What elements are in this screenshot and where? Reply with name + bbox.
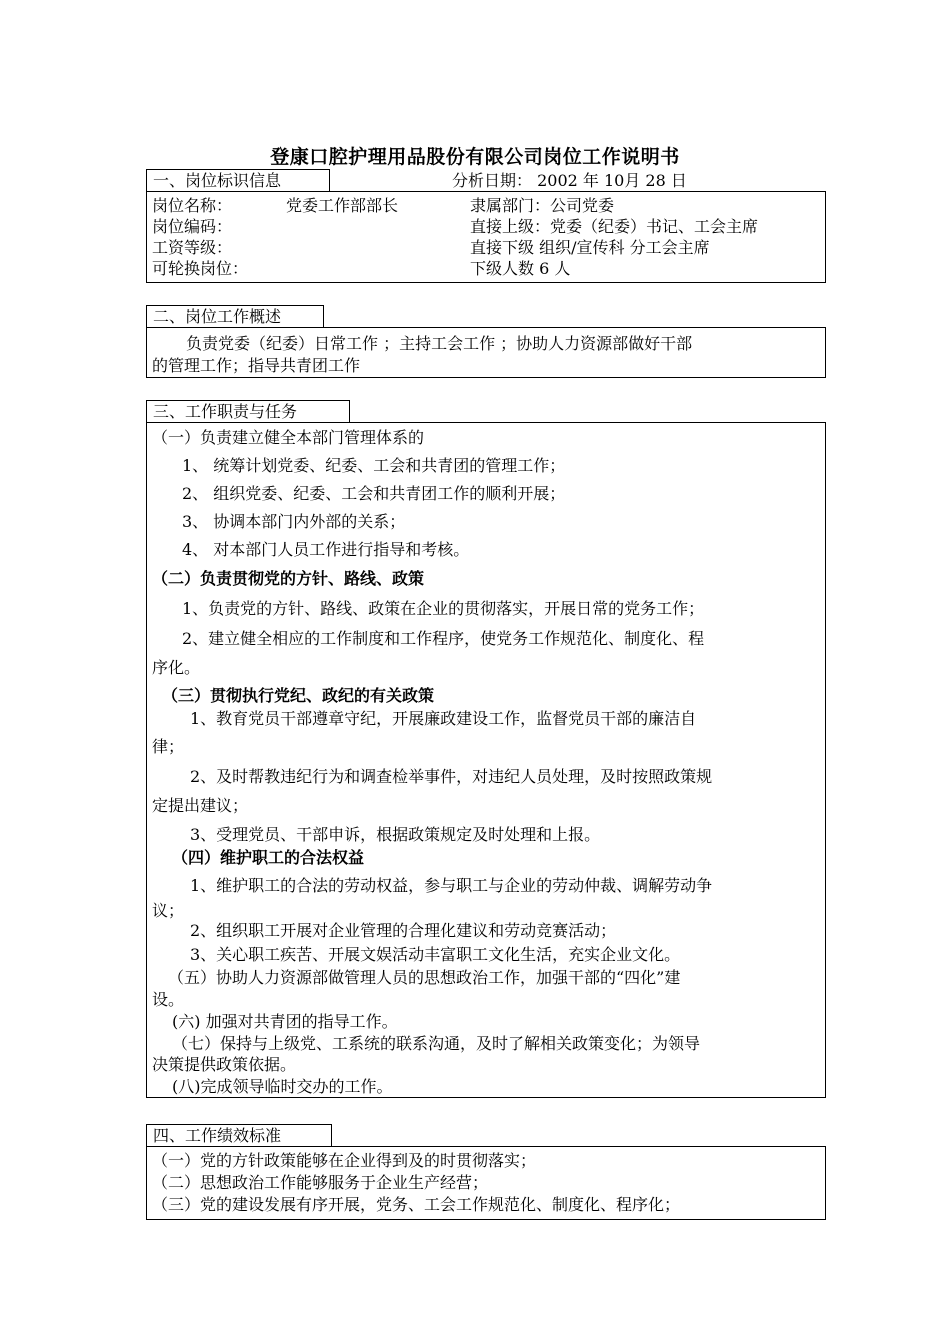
duty-item: 2、 组织党委、纪委、工会和共青团工作的顺利开展；	[182, 484, 566, 503]
duty-item: 2、组织职工开展对企业管理的合理化建议和劳动竞赛活动；	[190, 921, 617, 940]
job-code-label: 岗位编码：	[152, 217, 233, 236]
performance-standard: （三）党的建设发展有序开展，党务、工会工作规范化、制度化、程序化；	[152, 1195, 681, 1214]
document-title: 登康口腔护理用品股份有限公司岗位工作说明书	[270, 146, 680, 168]
duty-heading: （七）保持与上级党、工系统的联系沟通，及时了解相关政策变化；为领导	[172, 1034, 701, 1053]
duty-heading: (八)完成领导临时交办的工作。	[172, 1077, 393, 1096]
department: 隶属部门：公司党委	[470, 196, 615, 215]
duty-item: 1、维护职工的合法的劳动权益，参与职工与企业的劳动仲裁、调解劳动争	[190, 876, 713, 895]
rotatable-position-label: 可轮换岗位：	[152, 259, 249, 278]
duty-item: 1、 统筹计划党委、纪委、工会和共青团的管理工作；	[182, 456, 566, 475]
duty-heading: （二）负责贯彻党的方针、路线、政策	[152, 569, 425, 588]
duty-heading: （四）维护职工的合法权益	[172, 848, 365, 867]
duty-item: 4、 对本部门人员工作进行指导和考核。	[182, 540, 470, 559]
job-name-label: 岗位名称：	[152, 196, 233, 215]
duty-item: 序化。	[152, 658, 201, 677]
duty-heading: (六) 加强对共青团的指导工作。	[172, 1012, 398, 1031]
duty-item: 1、负责党的方针、路线、政策在企业的贯彻落实，开展日常的党务工作；	[182, 599, 705, 618]
duty-item: 设。	[152, 990, 185, 1009]
performance-standard: （一）党的方针政策能够在企业得到及的时贯彻落实；	[152, 1151, 537, 1170]
duty-item: 议；	[152, 901, 185, 920]
section-3-tab: 三、工作职责与任务	[146, 400, 350, 422]
duty-item: 2、建立健全相应的工作制度和工作程序，使党务工作规范化、制度化、程	[182, 629, 705, 648]
analysis-date: 分析日期： 2002 年 10月 28 日	[452, 171, 687, 190]
direct-subordinate: 直接下级 组织/宣传科 分工会主席	[470, 238, 710, 257]
job-name-value: 党委工作部部长	[286, 196, 399, 215]
duty-item: 3、关心职工疾苦、开展文娱活动丰富职工文化生活，充实企业文化。	[190, 945, 681, 964]
duty-item: 3、受理党员、干部申诉，根据政策规定及时处理和上报。	[190, 825, 601, 844]
section-1-tab: 一、岗位标识信息	[146, 169, 330, 191]
section-4-tab: 四、工作绩效标准	[146, 1124, 332, 1146]
direct-superior: 直接上级：党委（纪委）书记、工会主席	[470, 217, 759, 236]
section-2-tab: 二、岗位工作概述	[146, 305, 324, 327]
overview-line: 的管理工作；指导共青团工作	[152, 356, 361, 375]
duty-item: 2、及时帮教违纪行为和调查检举事件，对违纪人员处理，及时按照政策规	[190, 767, 713, 786]
duty-item: 定提出建议；	[152, 796, 249, 815]
duty-heading: （五）协助人力资源部做管理人员的思想政治工作，加强干部的“四化”建	[168, 968, 681, 987]
duty-heading: （三）贯彻执行党纪、政纪的有关政策	[162, 686, 435, 705]
duty-heading: （一）负责建立健全本部门管理体系的	[152, 428, 425, 447]
overview-line: 负责党委（纪委）日常工作 ；主持工会工作 ；协助人力资源部做好干部	[186, 334, 693, 353]
performance-standard: （二）思想政治工作能够服务于企业生产经营；	[152, 1173, 489, 1192]
duty-item: 1、教育党员干部遵章守纪，开展廉政建设工作，监督党员干部的廉洁自	[190, 709, 697, 728]
duty-item: 3、 协调本部门内外部的关系；	[182, 512, 406, 531]
duty-item: 决策提供政策依据。	[152, 1055, 297, 1074]
salary-grade-label: 工资等级：	[152, 238, 233, 257]
subordinate-count: 下级人数 6 人	[470, 259, 571, 278]
duty-item: 律；	[152, 737, 185, 756]
